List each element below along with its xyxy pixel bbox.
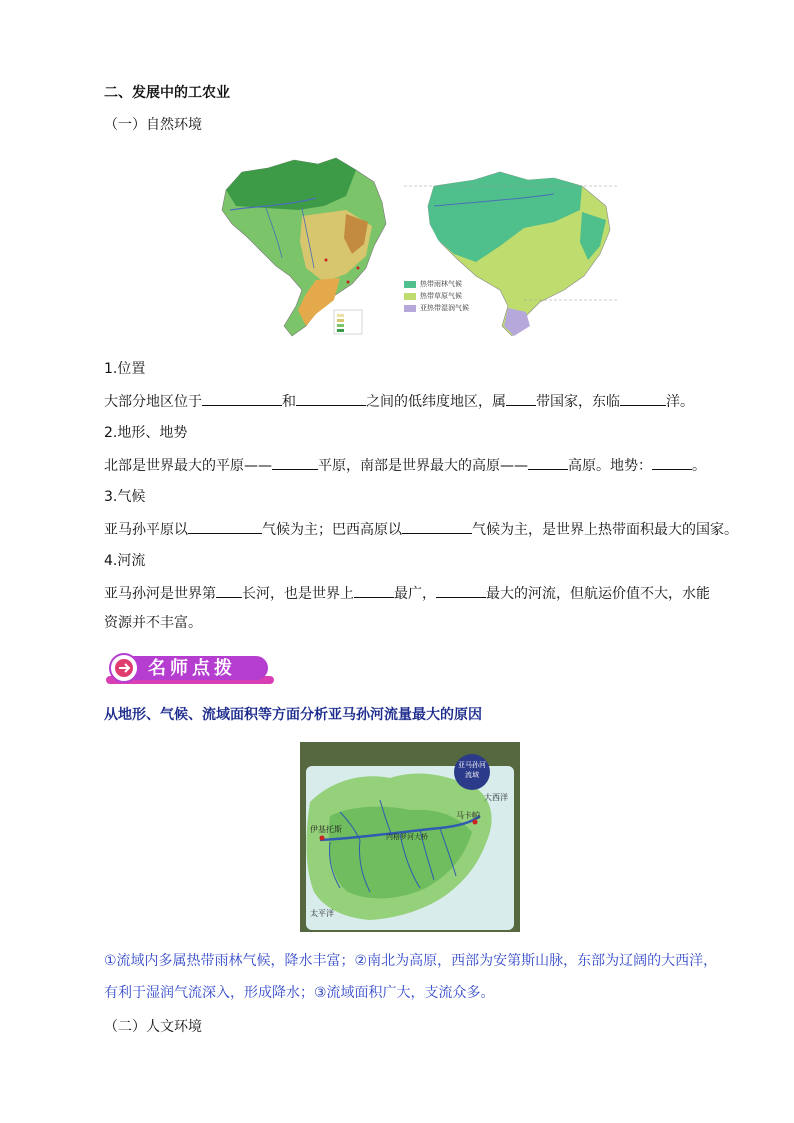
tip-banner-label: 名师点拨 bbox=[148, 658, 236, 679]
subsection-natural-title: （一）自然环境 bbox=[104, 117, 202, 133]
tip-banner bbox=[104, 652, 276, 688]
section-title: 二、发展中的工农业 bbox=[104, 85, 230, 101]
topic-position-line: 大部分地区位于 和 之间的低纬度地区，属 带国家，东临 洋。 bbox=[104, 390, 694, 413]
topic-river-heading: 4.河流 bbox=[104, 553, 146, 569]
topic-river-line: 亚马孙河是世界第 长河，也是世界上 最广， 最大的河流，但航运价值不大，水能 bbox=[104, 582, 710, 605]
topic-river-line-2: 资源并不丰富。 bbox=[104, 615, 202, 631]
blank-field[interactable] bbox=[272, 454, 318, 470]
climate-legend bbox=[404, 278, 469, 314]
topic-terrain-heading: 2.地形、地势 bbox=[104, 425, 188, 441]
answer-line-2: 有利于湿润气流深入，形成降水；③流域面积广大，支流众多。 bbox=[104, 985, 495, 1001]
blank-field[interactable] bbox=[216, 582, 242, 598]
blank-field[interactable] bbox=[506, 390, 536, 406]
blank-field[interactable] bbox=[202, 390, 282, 406]
blank-field[interactable] bbox=[354, 582, 394, 598]
blank-field[interactable] bbox=[528, 454, 568, 470]
label-atlantic: 大西洋 bbox=[484, 793, 508, 802]
blank-field[interactable] bbox=[296, 390, 366, 406]
legend-item-subtropical: 亚热带湿润气候 bbox=[404, 302, 469, 314]
label-iquitos: 伊基托斯 bbox=[310, 825, 342, 834]
brazil-terrain-map bbox=[206, 150, 394, 340]
blank-field[interactable] bbox=[402, 518, 472, 534]
amazon-basin-map bbox=[300, 742, 520, 932]
topic-climate-heading: 3.气候 bbox=[104, 489, 146, 505]
legend-item-savanna: 热带草原气候 bbox=[404, 290, 469, 302]
blank-field[interactable] bbox=[188, 518, 262, 534]
amazon-badge-label: 亚马孙河流域 bbox=[458, 761, 486, 779]
topic-terrain-line: 北部是世界最大的平原—— 平原，南部是世界最大的高原—— 高原。地势： 。 bbox=[104, 454, 706, 477]
blank-field[interactable] bbox=[652, 454, 692, 470]
brazil-climate-map bbox=[404, 150, 618, 340]
answer-line-1: ①流域内多属热带雨林气候，降水丰富；②南北为高原，西部为安第斯山脉，东部为辽阔的大西洋， bbox=[104, 953, 718, 969]
label-pacific: 太平洋 bbox=[310, 909, 334, 918]
subsection-human-title: （二）人文环境 bbox=[104, 1019, 202, 1035]
label-bridge: 内格罗河大桥 bbox=[386, 833, 428, 841]
tip-question: 从地形、气候、流域面积等方面分析亚马孙河流量最大的原因 bbox=[104, 707, 482, 723]
topic-position-heading: 1.位置 bbox=[104, 361, 146, 377]
label-macapa: 马卡帕 bbox=[456, 811, 480, 820]
legend-item-rainforest: 热带雨林气候 bbox=[404, 278, 469, 290]
blank-field[interactable] bbox=[620, 390, 666, 406]
blank-field[interactable] bbox=[436, 582, 486, 598]
topic-climate-line: 亚马孙平原以 气候为主；巴西高原以 气候为主，是世界上热带面积最大的国家。 bbox=[104, 518, 738, 541]
